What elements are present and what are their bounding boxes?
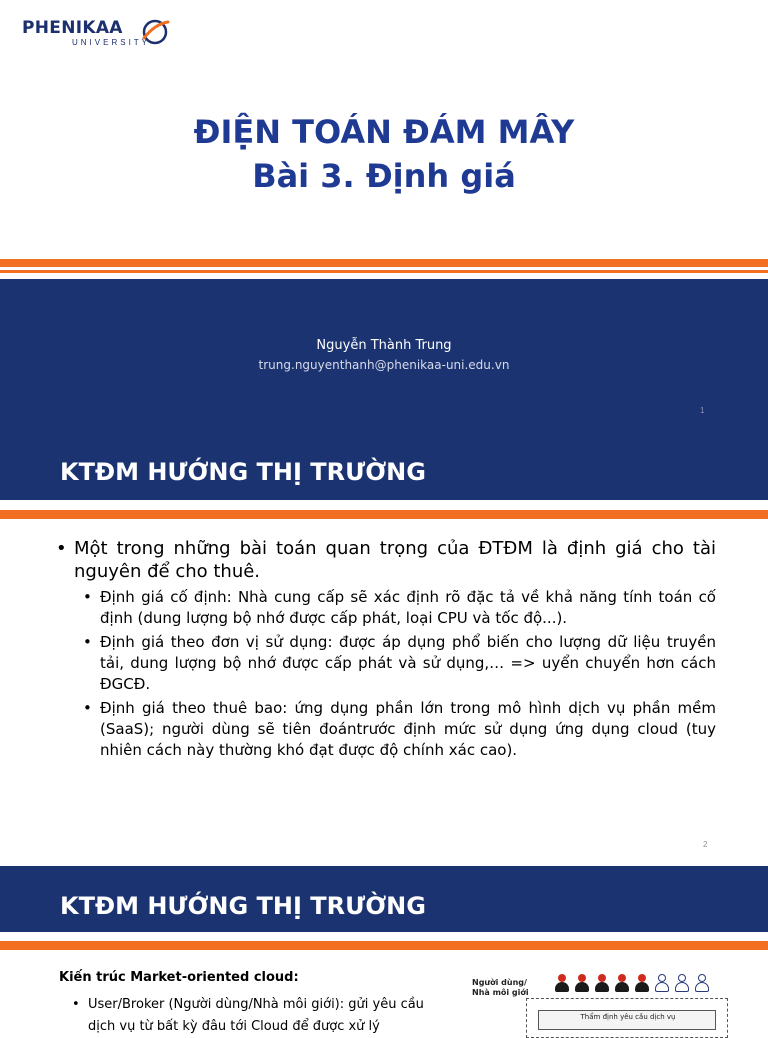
author-name: Nguyễn Thành Trung	[316, 338, 452, 353]
logo-swoosh-icon	[140, 16, 170, 46]
diagram-box-text: Thẩm định yêu cầu dịch vụ	[580, 1013, 676, 1021]
diagram-label	[472, 978, 529, 998]
slide-header	[0, 432, 768, 500]
slide-title	[0, 110, 768, 198]
user-icon	[634, 974, 649, 996]
main-bullet: • Một trong những bài toán quan trọng của ĐTĐM là định giá cho tài nguyên để cho thuê.	[56, 537, 716, 583]
slide-header-title: KTĐM HƯỚNG THỊ TRƯỜNG	[60, 458, 426, 486]
sub-bullet-subscription-pricing: • Định giá theo thuê bao: ứng dụng phần lớn trong mô hình dịch vụ phần mềm (SaaS); người dùng sẽ tiên đoántrước định mức sử dụng ứng dụng cloud (tuy nhiên cách này thường khó đạt được độ chính xác cao).	[83, 698, 716, 761]
slide-header	[0, 866, 768, 932]
users-group	[554, 974, 709, 996]
sub-bullet-usage-pricing: • Định giá theo đơn vị sử dụng: được áp dụng phổ biến cho lượng dữ liệu truyền tải, dung lượng bộ nhớ được cấp phát và sử dụng,… => uyển chuyển hơn cách ĐGCĐ.	[83, 632, 716, 695]
user-broker-bullet: • User/Broker (Người dùng/Nhà môi giới): gửi yêu cầu dịch vụ từ bất kỳ đâu tới Cloud để được xử lý	[72, 994, 432, 1038]
broker-icon	[694, 974, 709, 996]
orange-divider	[0, 510, 768, 519]
content-slide-pricing	[0, 432, 768, 864]
user-icon	[594, 974, 609, 996]
page-number: 2	[703, 840, 708, 849]
market-oriented-cloud-diagram	[470, 966, 740, 1026]
orange-divider-thin	[0, 270, 768, 273]
logo-text: PHENIKAA	[22, 18, 123, 38]
title-line-1: ĐIỆN TOÁN ĐÁM MÂY	[193, 113, 575, 151]
broker-icon	[674, 974, 689, 996]
diagram-label-line-1: Người dùng/	[472, 978, 527, 987]
page-number: 1	[700, 406, 705, 415]
content-slide-architecture	[0, 866, 768, 1034]
sub-bullet-fixed-pricing: • Định giá cố định: Nhà cung cấp sẽ xác định rõ đặc tả về khả năng tính toán cố định (dung lượng bộ nhớ được cấp phát, loại CPU và tốc độ...).	[83, 587, 716, 629]
user-icon	[614, 974, 629, 996]
logo-subtext: UNIVERSITY	[72, 38, 151, 47]
sla-resource-allocator-box	[538, 1010, 716, 1030]
title-slide	[0, 0, 768, 432]
user-icon	[554, 974, 569, 996]
slide-body	[56, 537, 716, 764]
broker-icon	[654, 974, 669, 996]
user-icon	[574, 974, 589, 996]
orange-divider	[0, 941, 768, 950]
diagram-label-line-2: Nhà môi giới	[472, 988, 529, 997]
phenikaa-logo	[22, 14, 172, 50]
title-line-2: Bài 3. Định giá	[252, 157, 516, 195]
section-subtitle: Kiến trúc Market-oriented cloud:	[59, 970, 299, 985]
orange-divider	[0, 259, 768, 267]
author-email: trung.nguyenthanh@phenikaa-uni.edu.vn	[258, 358, 510, 372]
sub-bullet-list	[56, 587, 716, 761]
author-panel	[0, 279, 768, 432]
slide-header-title: KTĐM HƯỚNG THỊ TRƯỜNG	[60, 892, 426, 920]
